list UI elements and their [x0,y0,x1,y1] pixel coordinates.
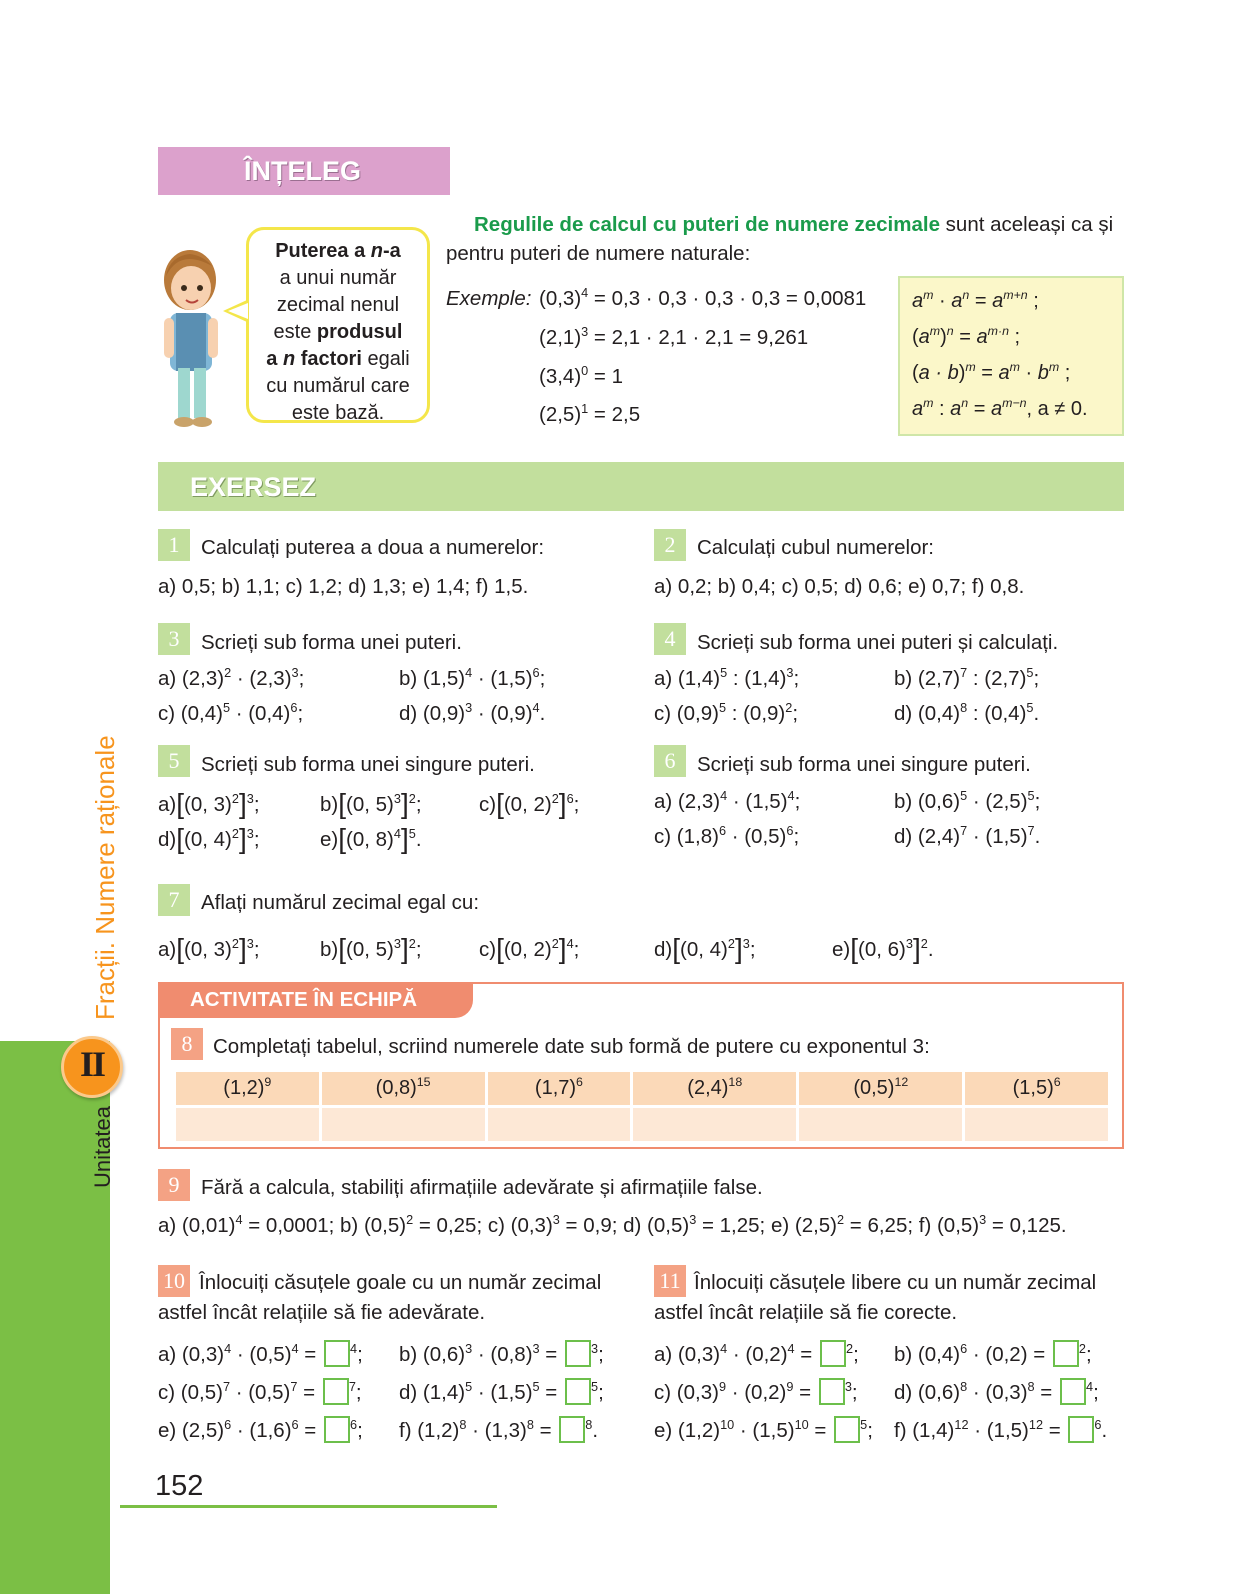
exersez-title: EXERSEZ [190,472,317,502]
table-row [176,1072,1108,1105]
exercise-5-text: Scrieți sub forma unei singure puteri. [201,753,535,776]
team-activity-header [158,982,473,1018]
inteleg-title: ÎNȚELEG [244,156,362,186]
exercise-5-c: c)[(0, 2)$^2$]$^6$; [479,788,580,819]
inteleg-header [158,147,450,195]
answer-cell[interactable] [322,1108,485,1141]
table-cell: $(1,2)^9$ [176,1072,319,1105]
answer-cell[interactable] [176,1108,319,1141]
exercise-9-number: 9 [158,1169,190,1201]
answer-box[interactable] [1060,1378,1086,1405]
exercise-2-text: Calculați cubul numerelor: [697,536,935,559]
exercise-11-text2: astfel încât relațiile să fie corecte. [654,1301,958,1324]
answer-box[interactable] [820,1340,846,1367]
exercise-10-c: c) $(0,5)^7 \cdot (0,5)^7 = ^7$; [158,1378,362,1404]
rule-product-power: $(a \cdot b)^m = a^m \cdot b^m$ ; [912,359,1071,384]
example-4: $(2,5)^1 = 2,5$ [539,400,641,426]
power-rules-box [898,276,1124,436]
exercise-8-number: 8 [171,1028,203,1060]
exercise-7-c: c)[(0, 2)$^2$]$^4$; [479,933,580,964]
exercise-1-number: 1 [158,529,190,561]
exercise-3-b: b) $(1,5)^4 \cdot (1,5)^6$; [399,664,546,690]
exercise-4-b: b) $(2,7)^7$ : $(2,7)^5$; [894,664,1040,690]
exercise-4-a: a) $(1,4)^5$ : $(1,4)^3$; [654,664,800,690]
example-1: $(0,3)^4 = 0,3 \cdot 0,3 \cdot 0,3 \cdot 0,3 = 0,0081$ [539,284,867,310]
exercise-3-d: d) $(0,9)^3 \cdot (0,9)^4$. [399,699,546,725]
exercise-11-text: Înlocuiți căsuțele libere cu un număr zecimal [694,1271,1097,1294]
exercise-5-a: a)[(0, 3)$^2$]$^3$; [158,788,260,819]
exercise-6-a: a) $(2,3)^4 \cdot (1,5)^4$; [654,787,801,813]
exercise-10-b: b) $(0,6)^3 \cdot (0,8)^3 = ^3$; [399,1340,604,1366]
answer-cell[interactable] [799,1108,962,1141]
rules-intro-line2: pentru puteri de numere naturale: [446,242,751,265]
exercise-11-a: a) $(0,3)^4 \cdot (0,2)^4 = ^2$; [654,1340,859,1366]
answer-cell[interactable] [633,1108,796,1141]
exercise-4-text: Scrieți sub forma unei puteri și calculați. [697,631,1059,654]
exercise-10-text: Înlocuiți căsuțele goale cu un număr zecimal [199,1271,602,1294]
exercise-7-d: d)[(0, 4)$^2$]$^3$; [654,933,756,964]
exercise-11-c: c) $(0,3)^9 \cdot (0,2)^9 = ^3$; [654,1378,858,1404]
rule-product: $a^m \cdot a^n = a^{m+n}$ ; [912,287,1039,312]
definition-bubble: Puterea a n-a a unui număr zecimal nenul este produsul a n factori egali cu numărul care este bază. [246,227,430,423]
chapter-title: Fracții. Numere raționale [90,735,120,1020]
answer-box[interactable] [1053,1340,1079,1367]
answer-cell[interactable] [488,1108,631,1141]
exercise-2-number: 2 [654,529,686,561]
answer-box[interactable] [559,1416,585,1443]
exercise-9-items: a) $(0,01)^4 = 0,0001$; b) $(0,5)^2 = 0,25$; c) $(0,3)^3 = 0,9$; d) $(0,5)^3 = 1,25$; e) $(2,5)^2 = 6,25$; f) $(0,5)^3 = 0,125$. [158,1211,1067,1237]
exercise-10-f: f) $(1,2)^8 \cdot (1,3)^8 = ^8$. [399,1416,599,1442]
exercise-3-a: a) $(2,3)^2 \cdot (2,3)^3$; [158,664,305,690]
exercise-10-e: e) $(2,5)^6 \cdot (1,6)^6 = ^6$; [158,1416,363,1442]
table-row [176,1108,1108,1141]
exercise-6-text: Scrieți sub forma unei singure puteri. [697,753,1031,776]
exercise-11-f: f) $(1,4)^{12} \cdot (1,5)^{12} = ^6$. [894,1416,1108,1442]
exercise-10-text2: astfel încât relațiile să fie adevărate. [158,1301,486,1324]
exercise-10-d: d) $(1,4)^5 \cdot (1,5)^5 = ^5$; [399,1378,604,1404]
exercise-6-number: 6 [654,745,686,777]
exercise-5-e: e)[(0, 8)$^4$]$^5$. [320,823,422,854]
answer-box[interactable] [1068,1416,1094,1443]
exercise-7-text: Aflați numărul zecimal egal cu: [201,891,480,914]
unit-number-badge: II [61,1036,123,1098]
exercise-8-text: Completați tabelul, scriind numerele date sub formă de putere cu exponentul 3: [213,1035,930,1058]
answer-box[interactable] [819,1378,845,1405]
exercise-5-number: 5 [158,745,190,777]
exercise-11-b: b) $(0,4)^6 \cdot (0,2) = ^2$; [894,1340,1092,1366]
answer-cell[interactable] [965,1108,1108,1141]
exercise-11-e: e) $(1,2)^{10} \cdot (1,5)^{10} = ^5$; [654,1416,873,1442]
exercise-6-b: b) $(0,6)^5 \cdot (2,5)^5$; [894,787,1041,813]
exercise-6-d: d) $(2,4)^7 \cdot (1,5)^7$. [894,822,1041,848]
page-number: 152 [155,1470,204,1502]
table-cell: $(2,4)^{18}$ [633,1072,796,1105]
exercise-4-number: 4 [654,623,686,655]
exercise-7-b: b)[(0, 5)$^3$]$^2$; [320,933,422,964]
answer-box[interactable] [323,1378,349,1405]
team-activity-title: ACTIVITATE ÎN ECHIPĂ [190,988,418,1011]
exercise-3-number: 3 [158,623,190,655]
exercise-9-text: Fără a calcula, stabiliți afirmațiile adevărate și afirmațiile false. [201,1176,763,1199]
table-cell: $(1,7)^6$ [488,1072,631,1105]
unit-label: Unitatea [90,1106,115,1188]
exercise-3-c: c) $(0,4)^5 \cdot (0,4)^6$; [158,699,304,725]
boy-illustration-icon [150,238,230,438]
table-cell: $(1,5)^6$ [965,1072,1108,1105]
exercise-11-d: d) $(0,6)^8 \cdot (0,3)^8 = ^4$; [894,1378,1099,1404]
exercise-10-a: a) $(0,3)^4 \cdot (0,5)^4 = ^4$; [158,1340,363,1366]
answer-box[interactable] [834,1416,860,1443]
footer-divider [120,1505,497,1508]
answer-box[interactable] [324,1416,350,1443]
exercise-8-table [173,1069,1111,1144]
exercise-3-text: Scrieți sub forma unei puteri. [201,631,462,654]
rule-power-of-power: $(a^m)^n = a^{m\cdot n}$ ; [912,323,1021,348]
exersez-header [158,462,1124,511]
exercise-7-a: a)[(0, 3)$^2$]$^3$; [158,933,260,964]
exercise-11-number: 11 [654,1265,686,1297]
table-cell: $(0,8)^{15}$ [322,1072,485,1105]
table-cell: $(0,5)^{12}$ [799,1072,962,1105]
answer-box[interactable] [565,1340,591,1367]
exercise-5-d: d)[(0, 4)$^2$]$^3$; [158,823,260,854]
example-2: $(2,1)^3 = 2,1 \cdot 2,1 \cdot 2,1 = 9,261$ [539,323,809,349]
exercise-10-number: 10 [158,1265,190,1297]
exercise-4-d: d) $(0,4)^8$ : $(0,4)^5$. [894,699,1040,725]
exercise-7-e: e)[(0, 6)$^3$]$^2$. [832,933,934,964]
rules-intro: Regulile de calcul cu puteri de numere zecimale sunt aceleași ca și [474,213,1114,236]
exercise-6-c: c) $(1,8)^6 \cdot (0,5)^6$; [654,822,800,848]
exercise-5-b: b)[(0, 5)$^3$]$^2$; [320,788,422,819]
exercise-4-c: c) $(0,9)^5$ : $(0,9)^2$; [654,699,799,725]
example-3: $(3,4)^0 = 1$ [539,362,623,388]
examples-label: Exemple: [446,287,532,310]
exercise-7-number: 7 [158,884,190,916]
answer-box[interactable] [324,1340,350,1367]
exercise-1-text: Calculați puterea a doua a numerelor: [201,536,545,559]
rule-quotient: $a^m$ : $a^n = a^{m-n}$, a ≠ 0. [912,395,1088,420]
answer-box[interactable] [565,1378,591,1405]
exercise-1-items: a) 0,5; b) 1,1; c) 1,2; d) 1,3; e) 1,4; f) 1,5. [158,575,529,598]
exercise-2-items: a) 0,2; b) 0,4; c) 0,5; d) 0,6; e) 0,7; f) 0,8. [654,575,1025,598]
